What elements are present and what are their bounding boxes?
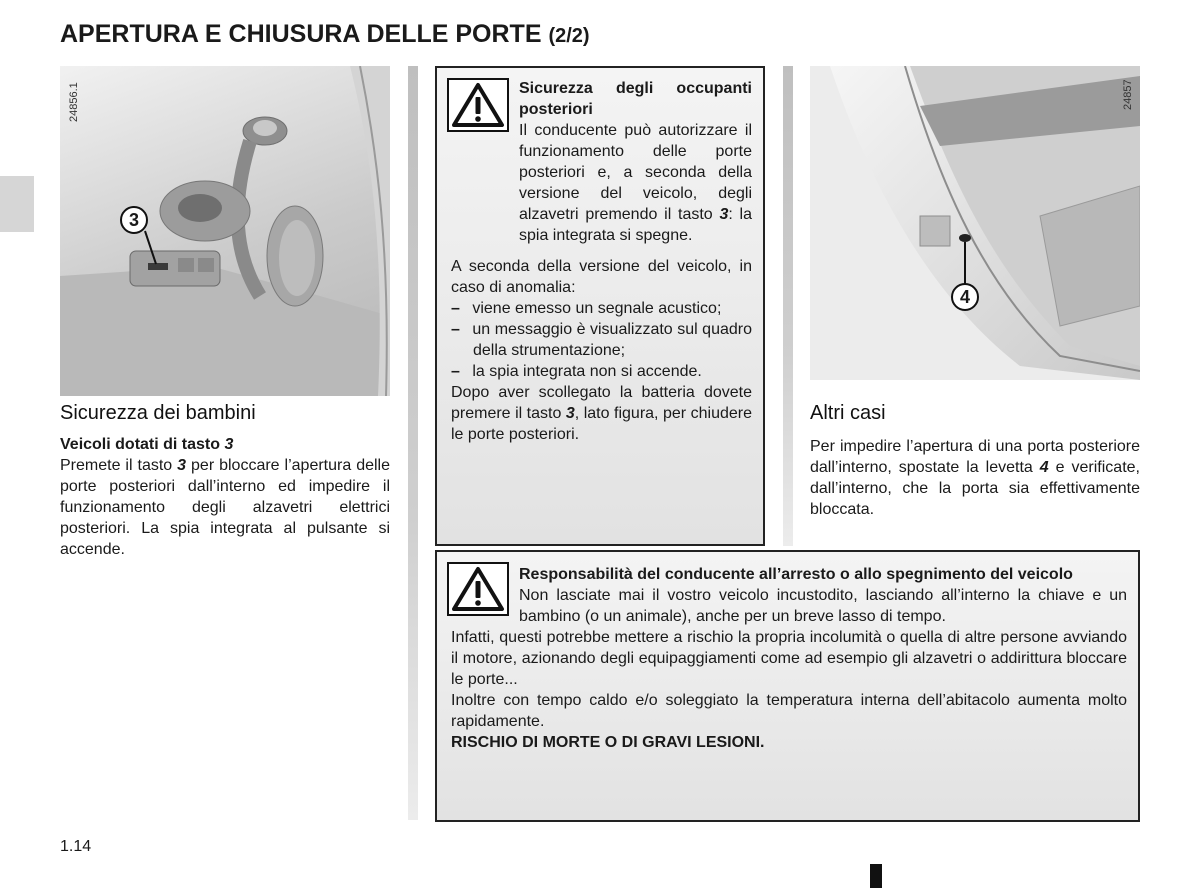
figure-reference-right: 24857: [1122, 79, 1134, 110]
driver-responsibility-p4: RISCHIO DI MORTE O DI GRAVI LESIONI.: [451, 734, 765, 751]
anomaly-list: [451, 298, 752, 382]
child-safety-heading: Sicurezza dei bambini: [60, 402, 256, 424]
rear-occupants-warning-box: [435, 66, 765, 546]
child-safety-subheading: Veicoli dotati di tasto 3: [60, 436, 234, 453]
rear-occupants-warning-p3: Dopo aver scollegato la batteria dovete premere il tasto 3, lato figura, per chiudere le porte posteriori.: [451, 384, 752, 443]
driver-responsibility-warning-box: [435, 550, 1140, 822]
door-panel-illustration: [60, 66, 390, 396]
driver-responsibility-p2: Infatti, questi potrebbe mettere a rischio la propria incolumità o quella di altre persone avviando il motore, azionando degli equipaggiamenti come ad esempio gli alzavetri o addirittura bloccare le porte...: [451, 629, 1127, 688]
page-title: [60, 20, 590, 49]
rear-occupants-warning-p1: Il conducente può autorizzare il funzionamento delle porte posteriori e, a seconda della versione del veicolo, degli alzavetri premendo il tasto 3: la spia integrata si spegne.: [519, 122, 753, 244]
page-title-text: APERTURA E CHIUSURA DELLE PORTE: [60, 20, 542, 48]
child-safety-paragraph: Premete il tasto 3 per bloccare l’apertura delle porte posteriori dall’interno ed impedire il funzionamento degli alzavetri elettrici posteriori. La spia integrata al pulsante si accende.: [60, 457, 391, 558]
driver-responsibility-p1: Non lasciate mai il vostro veicolo incustodito, lasciando all’interno la chiave e un bambino (o un animale), anche per un breve lasso di tempo.: [519, 587, 1127, 625]
other-cases-heading: Altri casi: [810, 402, 886, 424]
callout-4: 4: [951, 283, 979, 311]
rear-occupants-warning-p2: A seconda della versione del veicolo, in caso di anomalia:: [451, 258, 752, 296]
driver-responsibility-p3: Inoltre con tempo caldo e/o soleggiato la temperatura interna dell’abitacolo aumenta molto rapidamente.: [451, 692, 1127, 730]
bottom-registration-mark: [870, 864, 882, 888]
list-item: – viene emesso un segnale acustico;: [451, 298, 752, 319]
list-item: – un messaggio è visualizzato sul quadro della strumentazione;: [451, 319, 752, 361]
driver-responsibility-text: [451, 564, 1127, 753]
driver-responsibility-title: Responsabilità del conducente all’arresto o allo spegnimento del veicolo: [519, 566, 1073, 583]
figure-reference-left: 24856.1: [68, 82, 80, 122]
door-panel-drawing: [60, 66, 390, 396]
rear-occupants-warning-text: [451, 78, 752, 445]
rear-door-illustration: [810, 66, 1140, 380]
page-title-suffix: (2/2): [548, 25, 590, 47]
rear-door-drawing: [810, 66, 1140, 380]
other-cases-text: Per impedire l’apertura di una porta posteriore dall’interno, spostate la levetta 4 e verificate, dall’interno, che la porta sia effettivamente bloccata.: [810, 438, 1140, 518]
child-safety-text: [60, 434, 390, 560]
column-divider-right: [783, 66, 793, 546]
list-item: – la spia integrata non si accende.: [451, 361, 752, 382]
rear-occupants-warning-title: Sicurezza degli occupanti posteriori: [519, 80, 752, 118]
section-tab-marker: [0, 176, 34, 232]
column-divider-left: [408, 66, 418, 820]
callout-3: 3: [120, 206, 148, 234]
page-number: 1.14: [60, 838, 92, 855]
